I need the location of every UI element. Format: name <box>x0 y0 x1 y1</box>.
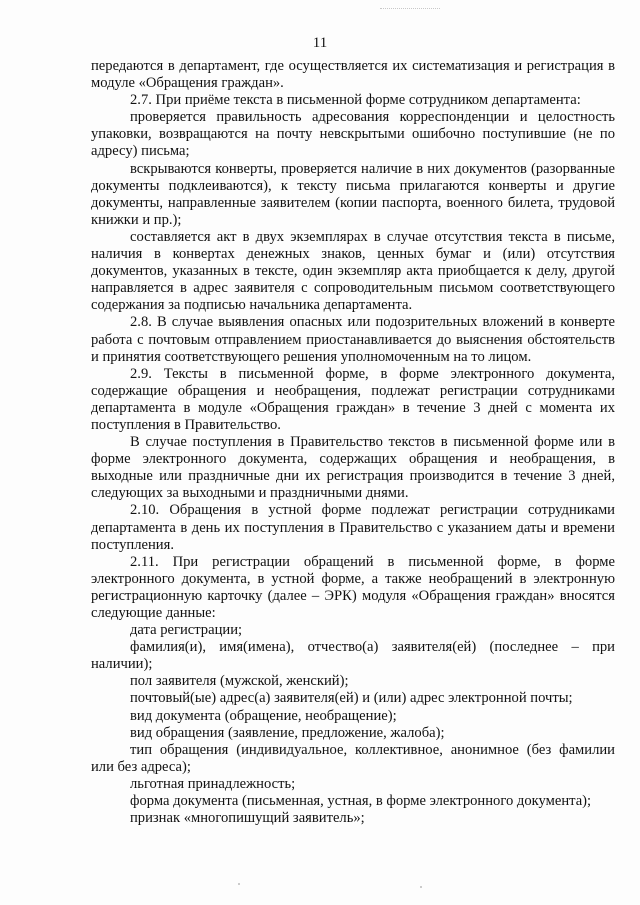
list-item: дата регистрации; <box>130 622 243 639</box>
paragraph: 2.11. При регистрации обращений в письменной форме, в форме электронного документа, в устной форме, а также необращений в электронную регистрационную карточку (далее – ЭРК) модуля «Обращения граждан» вносятся следующие данные: <box>91 553 615 621</box>
list-item: почтовый(ые) адрес(а) заявителя(ей) и (или) адрес электронной почты; <box>130 690 573 707</box>
paragraph: передаются в департамент, где осуществляется их систематизация и регистрация в модуле «Обращения граждан». <box>91 58 615 92</box>
page-number: 11 <box>312 35 328 51</box>
list-item: вид обращения (заявление, предложение, жалоба); <box>130 724 445 741</box>
scan-artifact <box>380 8 440 11</box>
paragraph: вскрываются конверты, проверяется наличие в них документов (разорванные документы подклеиваются), к тексту письма прилагаются конверты и другие документы, направленные заявителем (копии паспорта, военного билета, трудовой книжки и пр.); <box>91 160 615 228</box>
list-item: вид документа (обращение, необращение); <box>130 707 397 724</box>
list-item: пол заявителя (мужской, женский); <box>130 673 349 690</box>
paragraph: 2.8. В случае выявления опасных или подозрительных вложений в конверте работа с почтовым отправлением приостанавливается до выяснения обстоятельств и принятия соответствующего решения уполномоченным на то лицом. <box>91 314 615 365</box>
scan-artifact <box>238 883 240 885</box>
paragraph: 2.7. При приёме текста в письменной форме сотрудником департамента: <box>130 92 581 109</box>
paragraph: составляется акт в двух экземплярах в случае отсутствия текста в письме, наличия в конвертах денежных знаков, ценных бумаг и (или) отсутствия документов, указанных в тексте, один экземпляр акта приобщается к делу, другой направляется в адрес заявителя с сопроводительным письмом соответствующего содержания за подписью начальника департамента. <box>91 228 615 314</box>
paragraph: 2.9. Тексты в письменной форме, в форме электронного документа, содержащие обращения и необращения, подлежат регистрации сотрудниками департамента в модуле «Обращения граждан» в течение 3 дней с момента их поступления в Правительство. <box>91 365 615 433</box>
paragraph: 2.10. Обращения в устной форме подлежат регистрации сотрудниками департамента в день их поступления в Правительство с указанием даты и времени поступления. <box>91 502 615 553</box>
list-item: фамилия(и), имя(имена), отчество(а) заявителя(ей) (последнее – при наличии); <box>91 639 615 673</box>
paragraph: В случае поступления в Правительство текстов в письменной форме или в форме электронного документа, содержащих обращения и необращения, в выходные или праздничные дни их регистрация производится в течение 3 дней, следующих за выходными и праздничными днями. <box>91 434 615 502</box>
list-item: льготная принадлежность; <box>130 775 296 792</box>
list-item: признак «многопишущий заявитель»; <box>130 810 365 827</box>
list-item: форма документа (письменная, устная, в форме электронного документа); <box>130 793 592 810</box>
list-item: тип обращения (индивидуальное, коллективное, анонимное (без фамилии или без адреса); <box>91 741 615 775</box>
body-text <box>91 58 615 827</box>
paragraph: проверяется правильность адресования корреспонденции и целостность упаковки, возвращаются на почту невскрытыми ошибочно поступившие (не по адресу) письма; <box>91 109 615 160</box>
scan-artifact <box>420 886 422 888</box>
